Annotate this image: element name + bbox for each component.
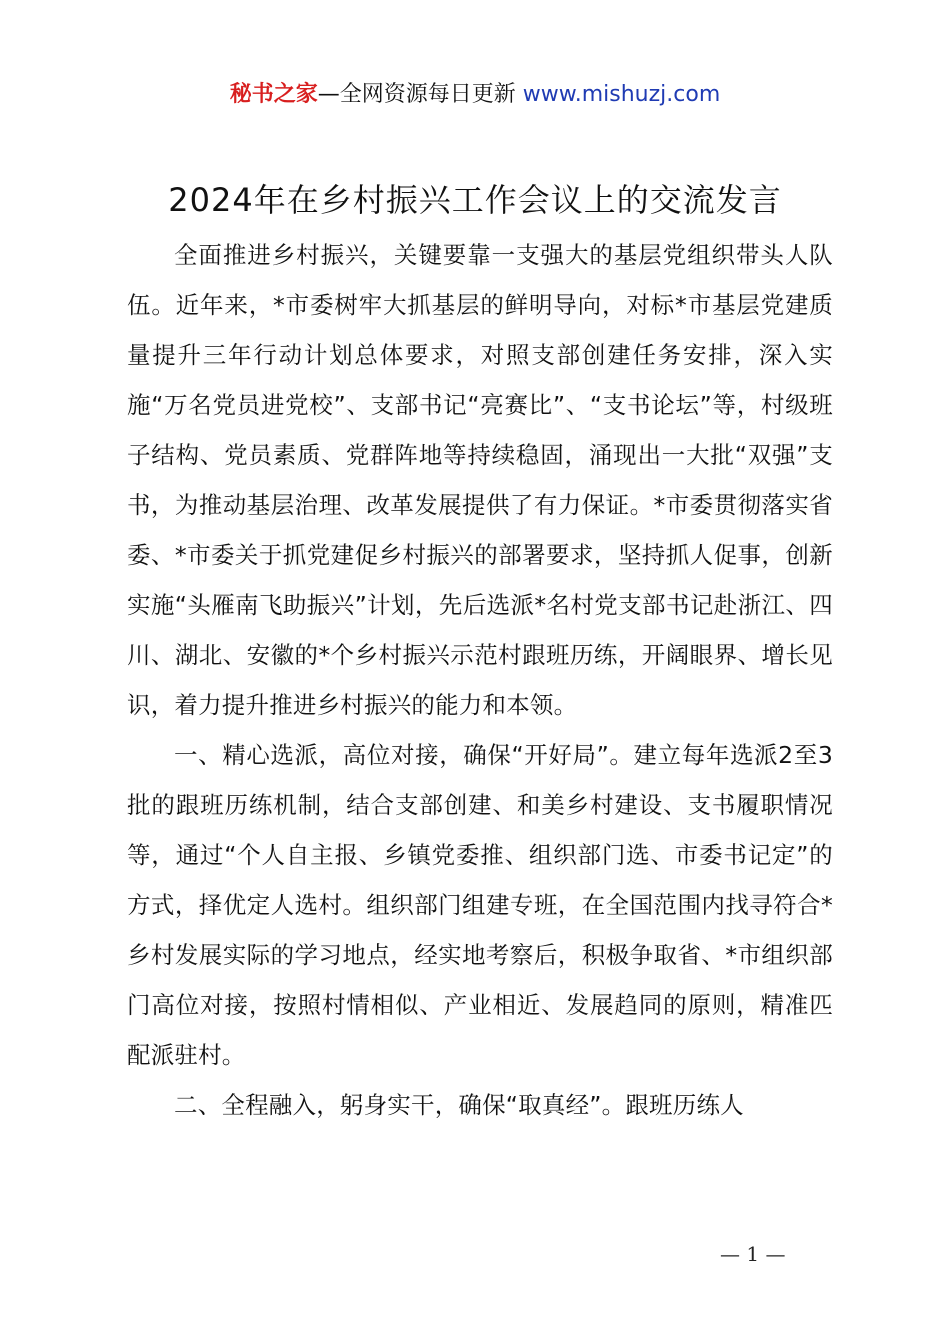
document-title: 2024年在乡村振兴工作会议上的交流发言 <box>168 181 782 219</box>
intro-paragraph: 全面推进乡村振兴，关键要靠一支强大的基层党组织带头人队伍。近年来，*市委树牢大抓基层的鲜明导向，对标*市基层党建质量提升三年行动计划总体要求，对照支部创建任务安排，深入实施“万名党员进党校”、支部书记“亮赛比”、“支书论坛”等，村级班子结构、党员素质、党群阵地等持续稳固，涌现出一大批“双强”支书，为推动基层治理、改革发展提供了有力保证。*市委贯彻落实省委、*市委关于抓党建促乡村振兴的部署要求，坚持抓人促事，创新实施“头雁南飞助振兴”计划，先后选派*名村党支部书记赴浙江、四川、湖北、安徽的*个乡村振兴示范村跟班历练，开阔眼界、增长见识，着力提升推进乡村振兴的能力和本领。 <box>127 241 833 719</box>
section-one-paragraph: 一、精心选派，高位对接，确保“开好局”。建立每年选派2至3批的跟班历练机制，结合支部创建、和美乡村建设、支书履职情况等，通过“个人自主报、乡镇党委推、组织部门选、市委书记定”的方式，择优定人选村。组织部门组建专班，在全国范围内找寻符合*乡村发展实际的学习地点，经实地考察后，积极争取省、*市组织部门高位对接，按照村情相似、产业相近、发展趋同的原则，精准匹配派驻村。 <box>127 741 833 1069</box>
site-brand: 秘书之家 <box>229 82 318 107</box>
site-url-link[interactable]: www.mishuzj.com <box>522 82 721 107</box>
page-number: — 1 — <box>720 1242 786 1266</box>
site-slogan: —全网资源每日更新 <box>317 82 516 107</box>
document-body <box>127 230 833 1130</box>
section-two-paragraph: 二、全程融入，躬身实干，确保“取真经”。跟班历练人 <box>174 1091 744 1119</box>
site-header <box>0 80 950 110</box>
